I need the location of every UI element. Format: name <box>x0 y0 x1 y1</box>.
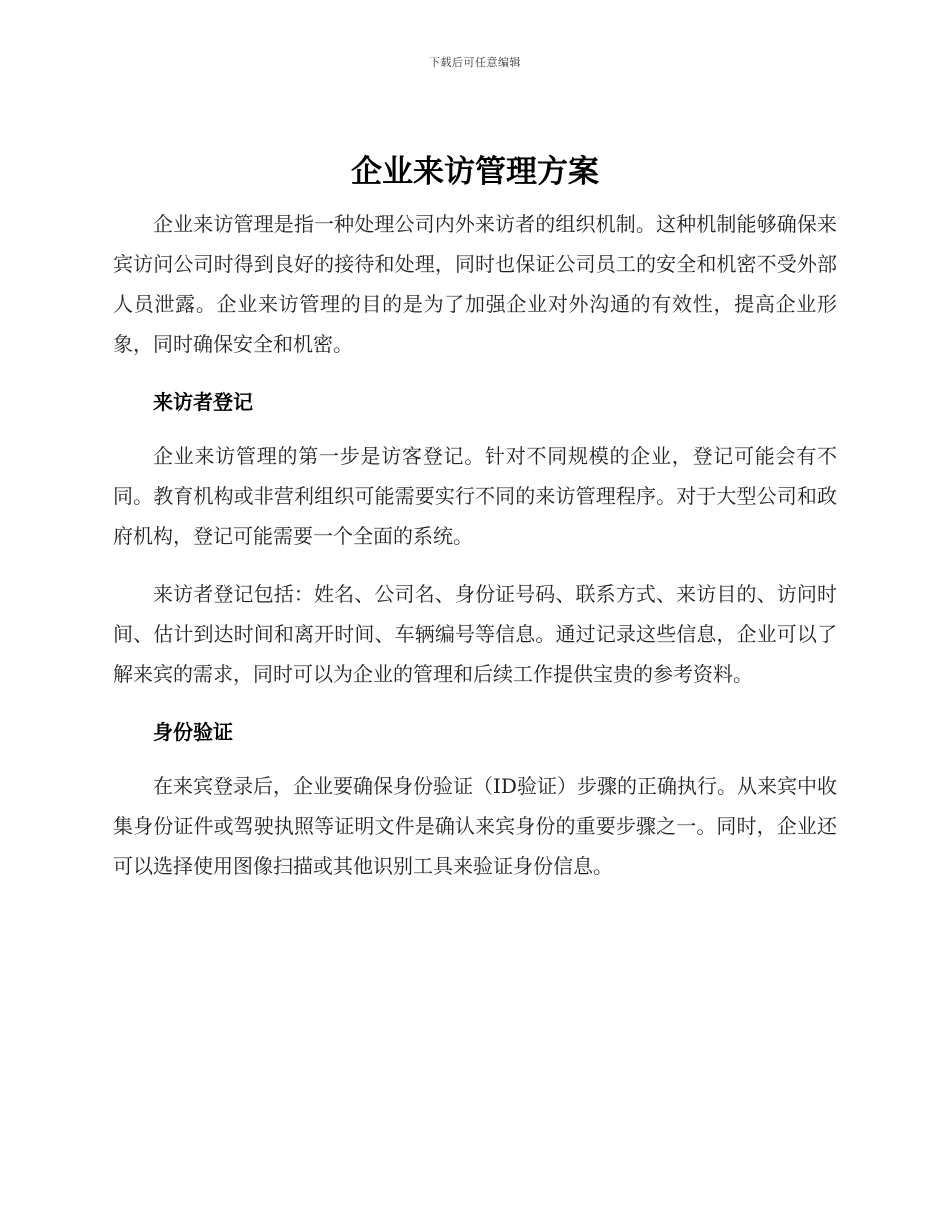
section-paragraph: 企业来访管理的第一步是访客登记。针对不同规模的企业，登记可能会有不同。教育机构或非营利组织可能需要实行不同的来访管理程序。对于大型公司和政府机构，登记可能需要一个全面的系统。 <box>113 444 837 548</box>
section-paragraph: 来访者登记包括：姓名、公司名、身份证号码、联系方式、来访目的、访问时间、估计到达时间和离开时间、车辆编号等信息。通过记录这些信息，企业可以了解来宾的需求，同时可以为企业的管理和后续工作提供宝贵的参考资料。 <box>113 582 837 686</box>
document-body <box>113 150 837 904</box>
section-heading-visitor-registration: 来访者登记 <box>153 390 253 414</box>
document-title: 企业来访管理方案 <box>351 154 599 190</box>
intro-paragraph: 企业来访管理是指一种处理公司内外来访者的组织机制。这种机制能够确保来宾访问公司时得到良好的接待和处理，同时也保证公司员工的安全和机密不受外部人员泄露。企业来访管理的目的是为了加强企业对外沟通的有效性，提高企业形象，同时确保安全和机密。 <box>113 212 837 356</box>
section-paragraph: 在来宾登录后，企业要确保身份验证（ID验证）步骤的正确执行。从来宾中收集身份证件或驾驶执照等证明文件是确认来宾身份的重要步骤之一。同时，企业还可以选择使用图像扫描或其他识别工具来验证身份信息。 <box>113 774 837 878</box>
page-header-note: 下载后可任意编辑 <box>429 56 521 69</box>
section-heading-identity-verification: 身份验证 <box>153 720 233 744</box>
